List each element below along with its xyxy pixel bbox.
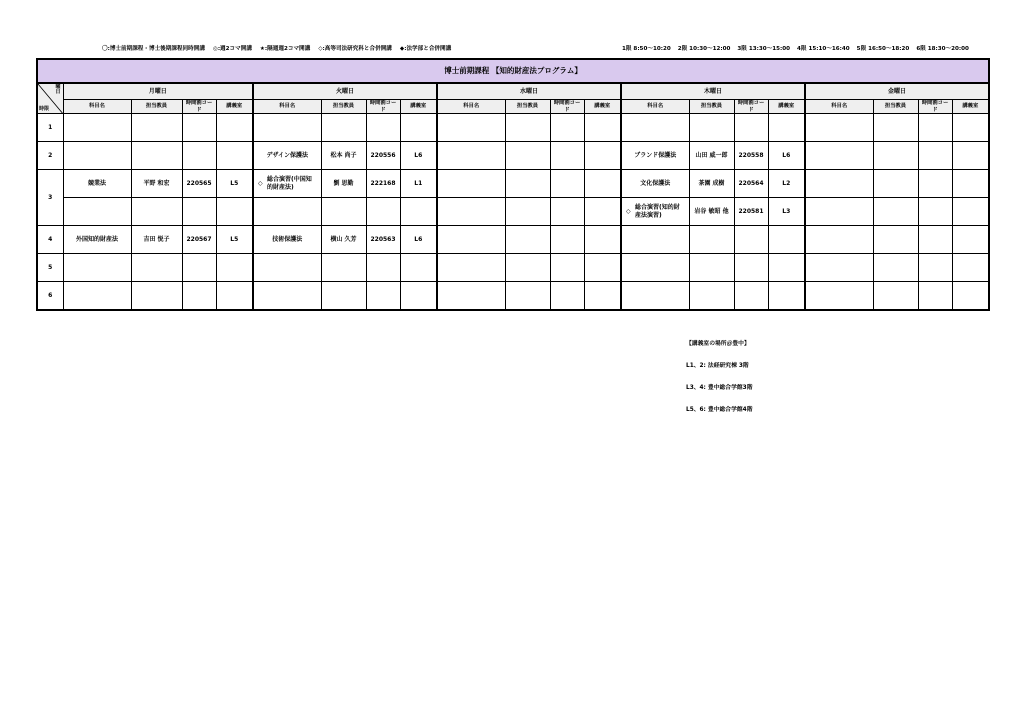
room-cell [952,198,989,226]
period-time-item: 4限 15:10〜16:40 [797,46,850,52]
room-cell [952,114,989,142]
page-title: 博士前期課程 【知的財産法プログラム】 [37,59,989,83]
course-code-cell [182,198,216,226]
room-cell: L6 [400,142,437,170]
course-code-cell [182,282,216,310]
table-row [37,282,989,310]
combined-course-mark: ◇ [258,179,263,187]
corner-period-label: 時限 [39,105,50,112]
room-cell: L5 [216,170,253,198]
room-cell [768,226,805,254]
teacher-cell: 劉 思勤 [321,170,366,198]
room-cell [400,254,437,282]
subject-cell [805,198,873,226]
subject-cell [621,226,689,254]
subject-name: 総合演習(知的財産法演習) [635,204,680,219]
course-code-cell [550,142,584,170]
room-cell [216,282,253,310]
course-code-cell [550,198,584,226]
column-header: 担当教員 [131,100,182,114]
subject-cell [437,254,505,282]
teacher-cell [321,282,366,310]
teacher-cell: 吉田 悦子 [131,226,182,254]
course-code-cell: 220567 [182,226,216,254]
day-header: 水曜日 [437,83,621,100]
subject-cell [437,226,505,254]
legend-item: ◎:週2コマ開講 [212,46,252,52]
column-header: 講義室 [952,100,989,114]
course-code-cell [918,142,952,170]
subject-cell [63,142,131,170]
subject-cell: 文化保護法 [621,170,689,198]
subject-cell [805,170,873,198]
subject-cell [437,198,505,226]
course-code-cell [366,198,400,226]
subject-cell [805,142,873,170]
teacher-cell [505,198,550,226]
course-code-cell [734,282,768,310]
teacher-cell [131,254,182,282]
room-cell [584,226,621,254]
room-cell [216,114,253,142]
period-time-item: 3限 13:30〜15:00 [737,46,791,52]
course-code-cell [550,114,584,142]
course-code-cell: 220564 [734,170,768,198]
subject-cell [805,114,873,142]
subject-cell [437,114,505,142]
room-cell [768,114,805,142]
period-time-item: 1限 8:50〜10:20 [622,46,671,52]
column-header: 時間割コード [734,100,768,114]
table-row [37,198,989,226]
course-code-cell [182,254,216,282]
room-cell [584,198,621,226]
teacher-cell [689,226,734,254]
subject-name: 総合演習(中国知的財産法) [267,176,312,191]
course-code-cell: 220556 [366,142,400,170]
subject-cell: ブランド保護法 [621,142,689,170]
teacher-cell [505,226,550,254]
teacher-cell [321,114,366,142]
room-cell [584,142,621,170]
subject-cell [63,114,131,142]
course-code-cell [918,282,952,310]
teacher-cell [505,254,550,282]
subject-cell [805,254,873,282]
course-code-cell [366,254,400,282]
room-cell [584,282,621,310]
room-cell [952,142,989,170]
day-header: 金曜日 [805,83,989,100]
teacher-cell [689,114,734,142]
column-header: 科目名 [63,100,131,114]
subject-cell: デザイン保護法 [253,142,321,170]
legend-item: ◆:法学部と合併開講 [399,46,452,52]
legend-item: ◇:高等司法研究科と合併開講 [318,46,392,52]
subject-cell [437,142,505,170]
course-code-cell [918,170,952,198]
subject-cell [63,282,131,310]
teacher-cell: 茶園 成樹 [689,170,734,198]
room-cell [216,198,253,226]
column-header: 時間割コード [918,100,952,114]
legend-item: ★:隔週週2コマ開講 [259,46,311,52]
column-header: 科目名 [805,100,873,114]
column-header: 科目名 [253,100,321,114]
subject-cell [805,226,873,254]
course-code-cell [182,114,216,142]
teacher-cell: 平野 和宏 [131,170,182,198]
course-code-cell [734,254,768,282]
course-code-cell [918,254,952,282]
column-header: 講義室 [400,100,437,114]
room-cell [584,114,621,142]
room-cell [216,142,253,170]
teacher-cell [505,114,550,142]
teacher-cell [873,254,918,282]
teacher-cell [505,282,550,310]
day-header: 月曜日 [63,83,253,100]
subject-cell [621,282,689,310]
subject-cell [805,282,873,310]
legend-item: 〇:博士前期課程・博士後期課程同時開講 [102,46,205,52]
period-number: 4 [37,226,63,254]
room-locations-title: 【講義室の場所＠豊中】 [686,341,750,347]
room-cell [952,226,989,254]
corner-day-label: 曜 日 [55,84,61,96]
legend [102,44,459,52]
course-code-cell: 220558 [734,142,768,170]
room-cell [400,282,437,310]
room-location-item: L1、2: 法経研究棟 3階 [686,363,749,369]
day-header: 木曜日 [621,83,805,100]
room-location-item: L5、6: 豊中総合学館4階 [686,407,753,413]
teacher-cell: 山田 威一郎 [689,142,734,170]
teacher-cell [689,254,734,282]
subject-cell [253,254,321,282]
room-cell: L5 [216,226,253,254]
subject-cell [621,114,689,142]
teacher-cell [873,198,918,226]
room-cell [584,254,621,282]
course-code-cell: 222168 [366,170,400,198]
room-cell [584,170,621,198]
course-code-cell [550,226,584,254]
subject-cell: 技術保護法 [253,226,321,254]
table-row [37,170,989,198]
subject-cell [63,198,131,226]
teacher-cell: 岩谷 敏昭 他 [689,198,734,226]
teacher-cell [131,142,182,170]
period-time-item: 6限 18:30〜20:00 [916,46,969,52]
day-header: 火曜日 [253,83,437,100]
subject-cell [63,254,131,282]
period-time-item: 2限 10:30〜12:00 [677,46,731,52]
teacher-cell [505,170,550,198]
column-header: 担当教員 [689,100,734,114]
column-header: 講義室 [584,100,621,114]
course-code-cell [366,282,400,310]
subject-cell [253,282,321,310]
period-number: 1 [37,114,63,142]
combined-course-mark: ◇ [626,207,631,215]
period-number: 2 [37,142,63,170]
course-code-cell [734,226,768,254]
column-header: 担当教員 [873,100,918,114]
column-header: 講義室 [768,100,805,114]
subject-cell [253,114,321,142]
course-code-cell [918,226,952,254]
subject-cell: 外国知的財産法 [63,226,131,254]
room-cell: L3 [768,198,805,226]
teacher-cell [321,198,366,226]
teacher-cell [131,198,182,226]
room-cell [952,170,989,198]
course-code-cell [550,254,584,282]
course-code-cell [734,114,768,142]
table-row [37,114,989,142]
room-cell: L2 [768,170,805,198]
teacher-cell: 松本 尚子 [321,142,366,170]
course-code-cell: 220581 [734,198,768,226]
column-header: 時間割コード [550,100,584,114]
course-code-cell: 220563 [366,226,400,254]
room-cell: L1 [400,170,437,198]
period-number: 6 [37,282,63,310]
course-code-cell [918,114,952,142]
course-code-cell: 220565 [182,170,216,198]
room-cell: L6 [400,226,437,254]
course-code-cell [182,142,216,170]
teacher-cell [131,282,182,310]
room-cell [952,282,989,310]
teacher-cell [689,282,734,310]
teacher-cell [873,226,918,254]
room-location-item: L3、4: 豊中総合学館3階 [686,385,753,391]
column-header: 担当教員 [505,100,550,114]
course-code-cell [366,114,400,142]
teacher-cell [505,142,550,170]
teacher-cell [131,114,182,142]
course-code-cell [918,198,952,226]
subject-cell [437,170,505,198]
room-cell [768,254,805,282]
room-cell: L6 [768,142,805,170]
subject-cell [437,282,505,310]
teacher-cell [873,114,918,142]
timetable [36,58,990,311]
room-cell [400,114,437,142]
room-cell [400,198,437,226]
room-locations [686,338,753,426]
subject-cell [253,198,321,226]
teacher-cell [321,254,366,282]
table-row [37,254,989,282]
course-code-cell [550,282,584,310]
teacher-cell: 横山 久芳 [321,226,366,254]
period-number: 5 [37,254,63,282]
room-cell [216,254,253,282]
column-header: 時間割コード [366,100,400,114]
subject-cell [253,170,321,198]
teacher-cell [873,282,918,310]
table-row [37,226,989,254]
table-row [37,142,989,170]
subject-cell [621,254,689,282]
corner-cell [37,83,63,114]
teacher-cell [873,142,918,170]
period-number: 3 [37,170,63,226]
room-cell [952,254,989,282]
period-times [622,44,969,52]
column-header: 科目名 [437,100,505,114]
room-cell [768,282,805,310]
teacher-cell [873,170,918,198]
course-code-cell [550,170,584,198]
column-header: 担当教員 [321,100,366,114]
subject-cell [621,198,689,226]
column-header: 時間割コード [182,100,216,114]
subject-cell: 競業法 [63,170,131,198]
column-header: 講義室 [216,100,253,114]
period-time-item: 5限 16:50〜18:20 [856,46,910,52]
column-header: 科目名 [621,100,689,114]
